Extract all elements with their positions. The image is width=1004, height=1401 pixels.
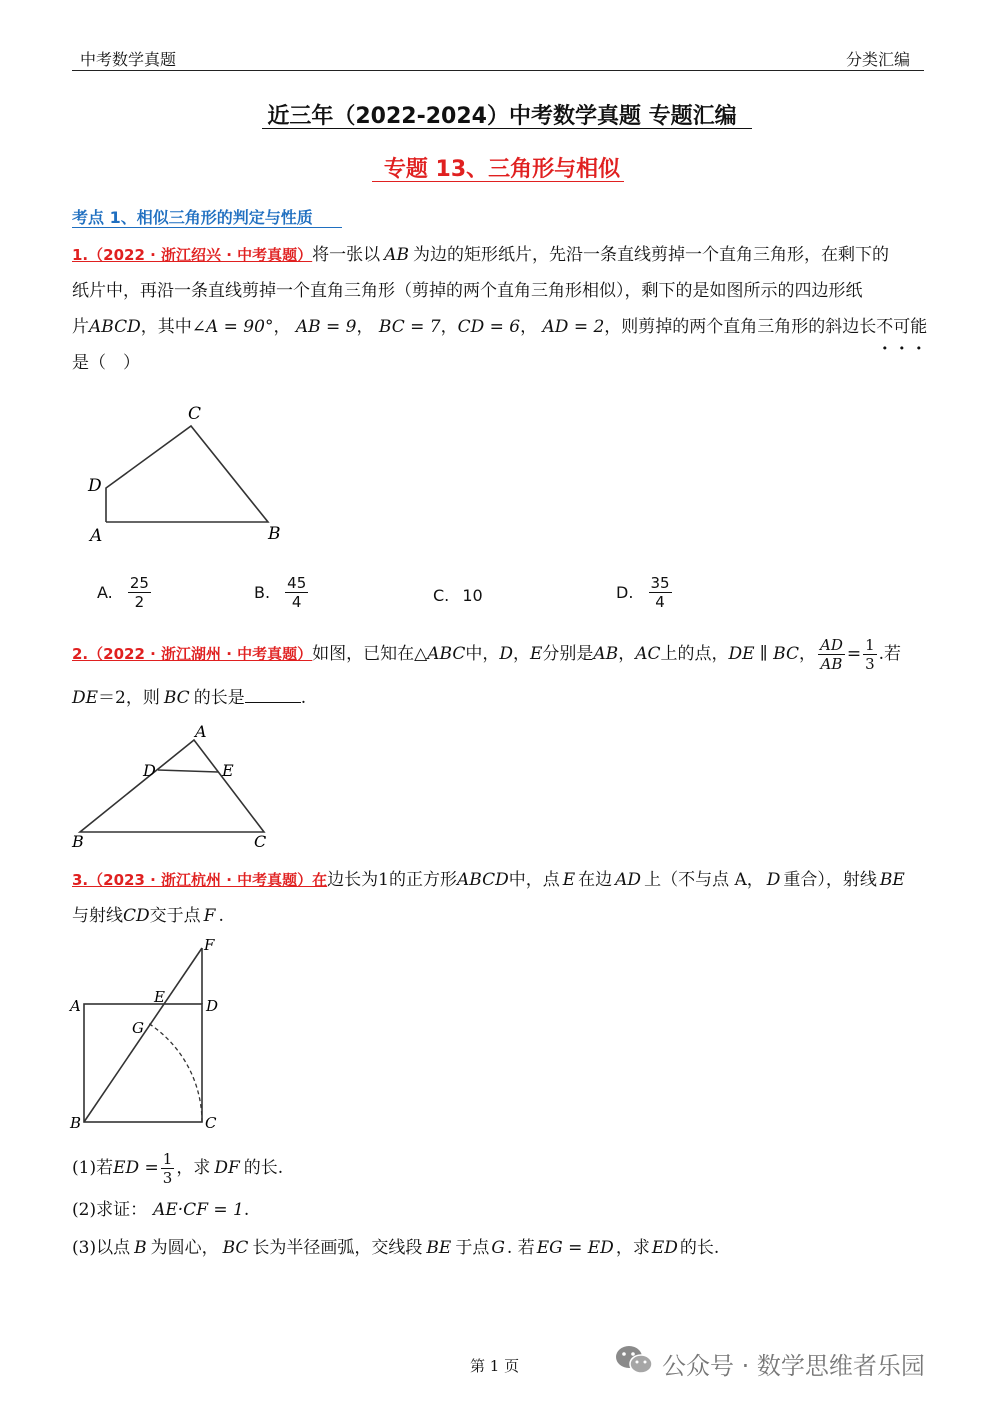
q2-text: 上的点， [660,644,729,664]
option-fraction [285,574,308,611]
q3-text: 与射线 [72,906,123,926]
option-fraction [128,574,151,611]
q2-figure [68,722,278,852]
q3-math-ed: ED = [113,1158,159,1178]
frac-num: 1 [162,1150,173,1168]
title-underline [262,128,752,129]
q3-math-be: BE [879,870,905,890]
q2-text: .若 [878,644,902,664]
q2-math-e: E [529,644,543,664]
q1-quadrilateral [106,426,268,522]
section-heading [72,205,313,228]
question-2 [72,634,928,716]
q3-end: . [243,1200,250,1220]
q1-emphasis-char: 能 [910,317,928,337]
q3-part-2 [72,1190,928,1230]
page-number: 第 1 页 [470,1357,520,1375]
q3-text: 重合），射线 [783,870,877,890]
q3-math-bc: BC [222,1238,249,1258]
q1-sep: ， [273,317,291,337]
q2-line-2 [72,680,928,716]
q3-text: 的长. [243,1158,284,1178]
q2-value-fraction [863,636,877,673]
q2-text: 分别是 [542,644,594,664]
q3-math-df: DF [214,1158,240,1178]
q1-label-a: A [90,526,103,546]
q3-text: 的长. [679,1238,720,1258]
q2-label-c: C [254,832,267,851]
q3-label-g: G [132,1019,144,1037]
q1-figure [72,398,312,548]
q1-sep: ， [520,317,538,337]
q1-sep: ， [356,317,374,337]
q1-math-cd6: CD = 6 [457,317,521,337]
q3-text: . 若 [506,1238,535,1258]
q1-line-4: 是（ ） [72,353,140,373]
q3-math-abcd: ABCD [457,870,509,890]
q1-text: 片 [72,317,89,337]
q3-text: 上（不与点 A， [644,870,764,890]
q3-label-c: C [205,1114,217,1132]
watermark-text: 公众号 · 数学思维者乐园 [662,1352,925,1380]
q1-option-b[interactable] [254,574,310,611]
frac-den: 3 [865,655,875,673]
q2-label-d: D [143,761,156,780]
page-title: 近三年（2022-2024）中考数学真题 专题汇编 [267,104,737,129]
q3-text: 于点 [455,1238,490,1258]
q3-label-e: E [154,988,165,1006]
q3-part-1 [72,1146,928,1190]
q3-text: ，求 [615,1238,650,1258]
option-label: B. [254,583,271,602]
q1-math-bc7: BC = 7 [378,317,441,337]
q3-math-be: BE [426,1238,452,1258]
q3-math-ed: ED [651,1238,678,1258]
q1-line-3 [72,309,928,345]
q1-emphasis-char: 不 [876,317,894,337]
q1-text: ，其中 [140,317,192,337]
q2-math-d: D [499,644,513,664]
q2-source: 2.（2022 · 浙江湖州 · 中考真题） [72,645,313,663]
q1-math-angle: ∠A = 90° [191,317,274,337]
q3-line-1 [72,862,928,898]
q3-text: 为圆心， [150,1238,219,1258]
q1-option-c[interactable] [433,586,483,605]
q3-label-a: A [70,997,81,1015]
q3-end: . [218,906,224,926]
q2-triangle [80,740,264,832]
q3-math-ae-cf: AE·CF = 1 [153,1200,244,1220]
frac-num: 45 [287,574,307,592]
q3-p1-fraction [161,1150,175,1187]
q2-ratio-fraction [818,636,845,673]
frac-den: 4 [291,593,302,611]
frac-num: AD [820,636,843,654]
q1-text: 将一张以 [312,245,381,265]
q2-answer-blank[interactable] [245,688,301,703]
q3-math-cd: CD [123,906,150,926]
q3-text: ，求 [176,1158,211,1178]
q1-label-c: C [188,404,202,424]
q2-math-bc: BC [163,688,190,708]
q1-option-a[interactable] [97,574,153,611]
q2-math-ac: AC [635,644,661,664]
q3-source: 3.（2023 · 浙江杭州 · 中考真题）在 [72,871,328,889]
header-rule [72,70,924,71]
subtitle-underline [372,181,624,182]
q1-line-2: 纸片中，再沿一条直线剪掉一个直角三角形（剪掉的两个直角三角形相似），剩下的是如图所示的四边形纸 [72,281,863,301]
q2-segment-de [158,770,218,772]
q1-option-d[interactable] [616,574,674,611]
q2-label-a: A [195,722,207,741]
q3-math-f: F [203,906,216,926]
option-value: 10 [462,586,483,605]
q2-end: . [300,688,307,708]
q1-label-d: D [88,476,102,496]
q3-parts [72,1146,928,1266]
q3-arc [148,1023,202,1122]
q1-text: 为边的矩形纸片，先沿一条直线剪掉一个直角三角形，在剩下的 [412,245,889,265]
q2-sep: ， [512,644,530,664]
q2-math-parallel: DE ∥ BC [728,644,799,664]
frac-den: 2 [134,593,145,611]
q3-label-b: B [70,1114,82,1132]
q3-math-e: E [562,870,576,890]
frac-den: 4 [655,593,665,611]
q2-math-ab: AB [593,644,619,664]
wechat-icon [614,1343,654,1381]
header-right: 分类汇编 [846,50,911,69]
q3-part-3 [72,1230,928,1266]
q2-math-de: DE [72,688,99,708]
question-1 [72,237,928,381]
frac-den: AB [820,655,843,673]
page-subtitle: 专题 13、三角形与相似 [383,157,621,182]
q1-source: 1.（2022 · 浙江绍兴 · 中考真题） [72,246,313,264]
q1-sep: ， [440,317,458,337]
q3-label-d: D [206,997,219,1015]
q2-text: 如图，已知在 [312,644,415,664]
q1-math-ad2: AD = 2 [542,317,605,337]
q1-text: ，则剪掉的两个直角三角形的斜边长 [604,317,877,337]
q2-label-b: B [72,832,84,851]
q3-text: (2)求证： [72,1200,148,1220]
q2-sep: ， [799,644,816,664]
option-label: A. [97,583,113,602]
option-label: C. [433,586,450,605]
q2-equals: = [846,644,862,664]
q3-math-g: G [491,1238,505,1258]
section-heading-text: 考点 1、相似三角形的判定与性质 [72,208,313,227]
frac-num: 25 [129,574,149,592]
q3-math-d: D [766,870,781,890]
q3-text: 中，点 [508,870,560,890]
q3-text: (1)若 [72,1158,114,1178]
q2-math-tri: △ABC [414,644,466,664]
q3-text: 交于点 [149,906,201,926]
q3-text: (3)以点 [72,1238,131,1258]
header-left: 中考数学真题 [80,50,177,69]
q3-figure [66,936,236,1136]
q3-text: 在边 [578,870,613,890]
q1-label-b: B [268,524,281,544]
q3-line-2 [72,898,928,934]
q3-math-b: B [134,1238,147,1258]
q3-text: 边长为1的正方形 [327,870,457,890]
q3-math-eg-ed: EG = ED [536,1238,614,1258]
q2-label-e: E [222,761,234,780]
q3-math-ad: AD [615,870,642,890]
q3-label-f: F [204,936,215,954]
q1-math-abcd: ABCD [89,317,141,337]
q1-emphasis-char: 可 [893,317,911,337]
q1-line-1 [72,237,928,273]
q3-text: 长为半径画弧，交线段 [252,1238,423,1258]
question-3 [72,862,928,934]
q2-text: 中， [465,644,500,664]
q1-math-ab9: AB = 9 [295,317,357,337]
section-underline [72,227,342,228]
frac-den: 3 [162,1169,173,1187]
q2-line-1 [72,634,928,674]
frac-num: 1 [865,636,875,654]
option-fraction [649,574,672,611]
q2-sep: ， [618,644,636,664]
q2-text: 的长是 [193,688,245,708]
option-label: D. [616,583,634,602]
q2-text: ＝2，则 [98,688,160,708]
q1-math-ab: AB [384,245,409,265]
frac-num: 35 [650,574,670,592]
